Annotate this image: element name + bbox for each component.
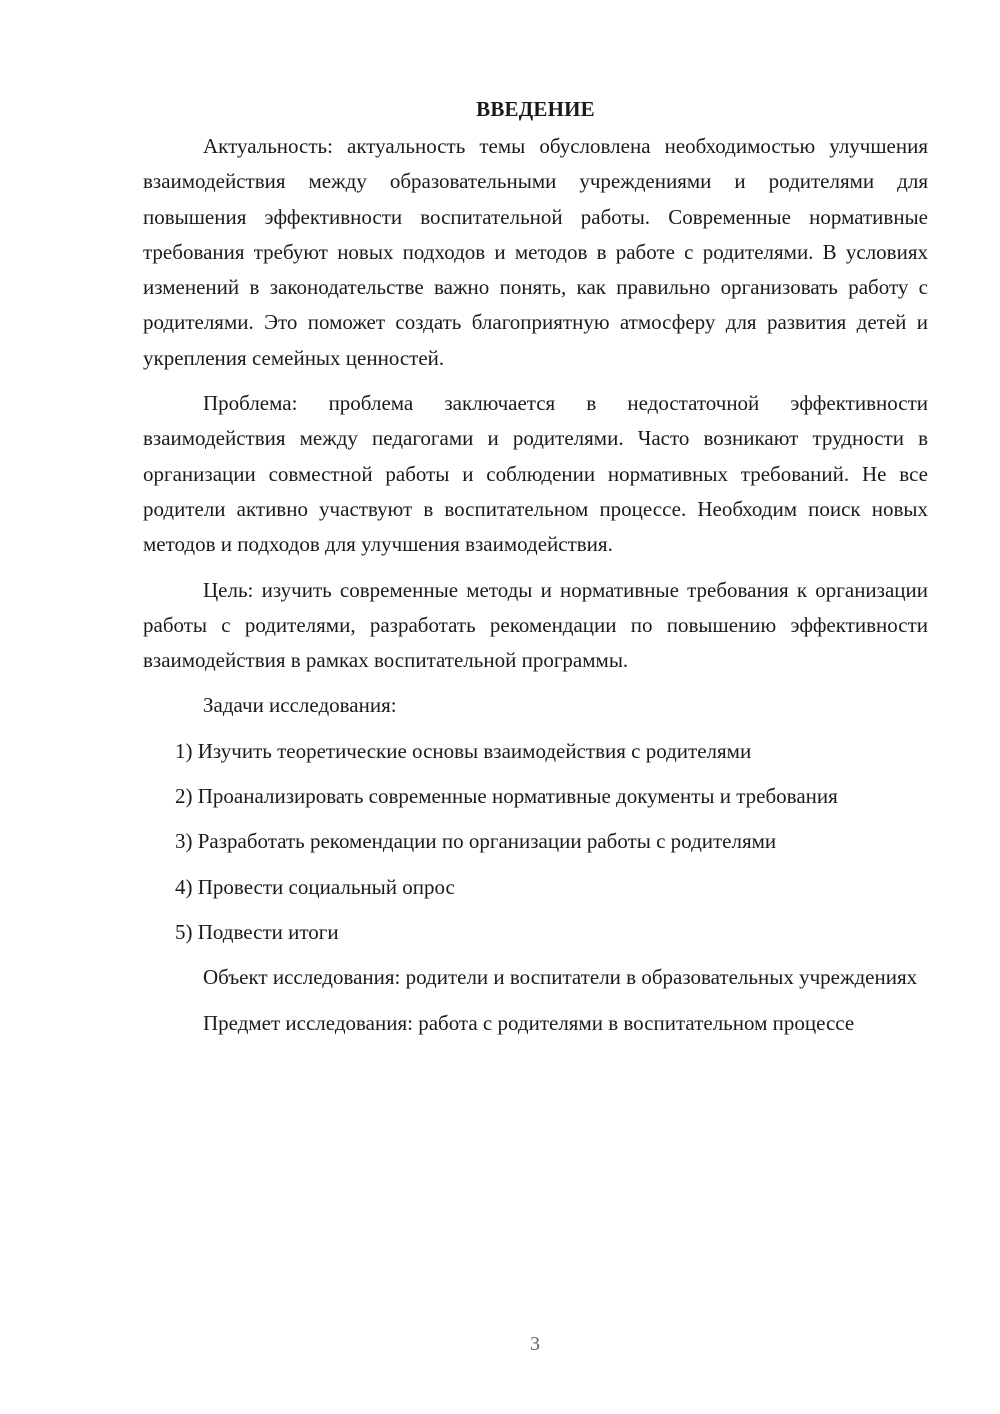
page-content <box>143 92 928 1051</box>
subject-paragraph: Предмет исследования: работа с родителями в воспитательном процессе <box>203 1010 855 1035</box>
goal-paragraph: Цель: изучить современные методы и нормативные требования к организации работы с родителями, разработать рекомендации по повышению эффективности взаимодействия в рамках воспитательной программы. <box>143 577 928 673</box>
task-item-3: 3) Разработать рекомендации по организации работы с родителями <box>175 829 777 854</box>
task-item-5: 5) Подвести итоги <box>175 919 339 944</box>
object-paragraph: Объект исследования: родители и воспитатели в образовательных учреждениях <box>203 965 918 990</box>
problem-paragraph: Проблема: проблема заключается в недостаточной эффективности взаимодействия между педагогами и родителями. Часто возникают трудности в организации совместной работы и соблюдении нормативных требований. Не все родители активно участвуют в воспитательном процессе. Необходим поиск новых методов и подходов для улучшения взаимодействия. <box>143 391 928 557</box>
task-item-4: 4) Провести социальный опрос <box>175 874 455 899</box>
relevance-paragraph: Актуальность: актуальность темы обусловлена необходимостью улучшения взаимодействия между образовательными учреждениями и родителями для повышения эффективности воспитательной работы. Современные нормативные требования требуют новых подходов и методов в работе с родителями. В условиях изменений в законодательстве важно понять, как правильно организовать работу с родителями. Это поможет создать благоприятную атмосферу для развития детей и укрепления семейных ценностей. <box>143 134 928 370</box>
task-item-2: 2) Проанализировать современные нормативные документы и требования <box>175 784 838 809</box>
section-title: ВВЕДЕНИЕ <box>476 97 595 121</box>
page-number: 3 <box>530 1333 540 1355</box>
tasks-heading: Задачи исследования: <box>203 693 397 718</box>
task-item-1: 1) Изучить теоретические основы взаимодействия с родителями <box>175 738 752 763</box>
